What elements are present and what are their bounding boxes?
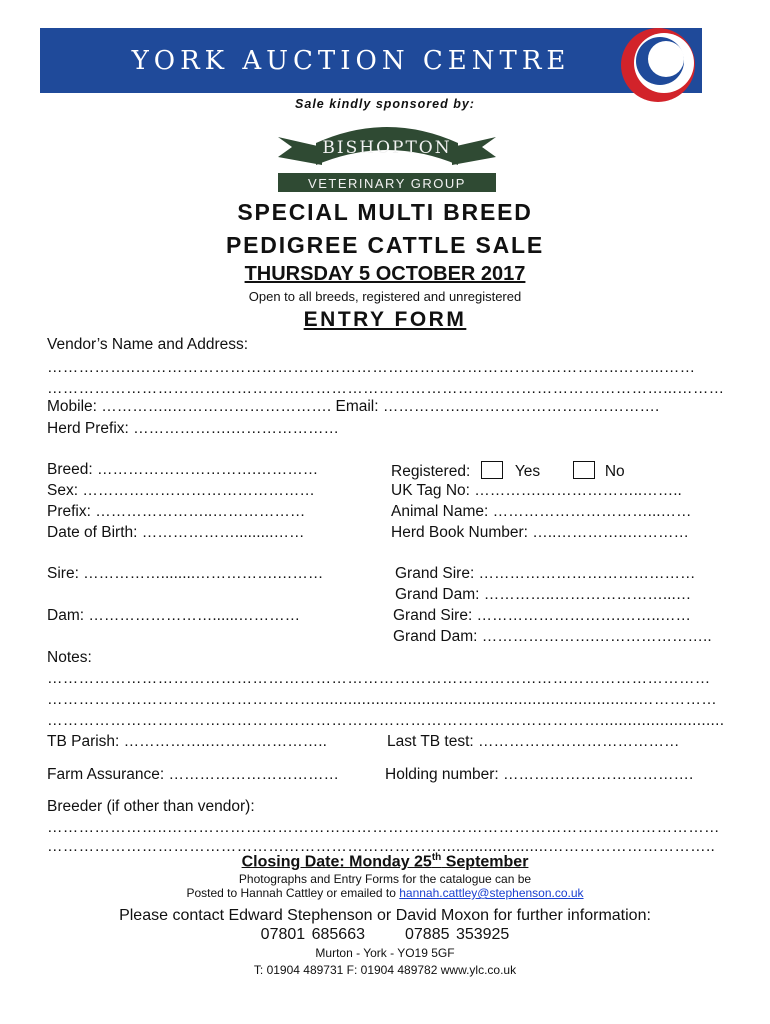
bishopton-vet-logo [276, 117, 498, 193]
registered-yes-label: Yes [514, 463, 541, 480]
entry-form-heading: ENTRY FORM [303, 308, 467, 331]
registered-label: Registered: [391, 463, 471, 480]
sire-field[interactable]: Sire: ……………........…………….……… [47, 565, 324, 582]
phone-1: 07801 685663 [260, 926, 365, 943]
tb-parish-field[interactable]: TB Parish: ……………..………………….. [47, 733, 327, 750]
title-line-1: SPECIAL MULTI BREED [237, 199, 533, 225]
breeder-label: Breeder (if other than vendor): [47, 798, 255, 815]
sponsored-by-text: Sale kindly sponsored by: [295, 97, 475, 111]
breeder-line-2[interactable]: ………………………………………………………………….......................………………………….. [47, 838, 716, 855]
notes-line-1[interactable]: ……………………………………………………………………………………………………………… [47, 670, 711, 687]
prefix-field[interactable]: Prefix: …………………..……………… [47, 503, 306, 520]
title-line-2: PEDIGREE CATTLE SALE [226, 232, 544, 258]
grand-sire-2-field[interactable]: Grand Sire: ……………………….……..…… [393, 607, 691, 624]
breed-field[interactable]: Breed: ………………………….………… [47, 461, 319, 478]
sex-field[interactable]: Sex: ……………………………………… [47, 482, 315, 499]
grand-dam-1-field[interactable]: Grand Dam: …………..…………………...… [395, 586, 692, 603]
subtitle: Open to all breeds, registered and unregistered [248, 289, 522, 304]
herd-book-field[interactable]: Herd Book Number: …..…………..………… [391, 524, 690, 541]
grand-sire-1-field[interactable]: Grand Sire: …………………………………… [395, 565, 696, 582]
registered-row [391, 461, 625, 481]
tel-fax-web: T: 01904 489731 F: 01904 489782 www.ylc.co.uk [253, 963, 517, 977]
holding-number-field[interactable]: Holding number: ………………………………. [385, 766, 694, 783]
vendor-line-1[interactable]: ……………..………………………………………………………………………………..……...…… [47, 359, 696, 376]
mobile-email-field[interactable]: Mobile: …………..…………………………. Email: ……………..………………………………. [47, 398, 660, 415]
farm-assurance-field[interactable]: Farm Assurance: …………………………… [47, 766, 339, 783]
dam-field[interactable]: Dam: ……………………......………… [47, 607, 301, 624]
photos-note: Photographs and Entry Forms for the catalogue can be [238, 872, 532, 886]
registered-no-label: No [604, 463, 625, 480]
header-banner [40, 28, 702, 93]
notes-label: Notes: [47, 649, 92, 666]
dob-field[interactable]: Date of Birth: ……………….........…… [47, 524, 305, 541]
york-logo-swoosh-icon [618, 25, 698, 105]
logo-bottom-text: VETERINARY GROUP [308, 176, 466, 191]
registered-no-checkbox[interactable] [573, 461, 595, 479]
contact-text: Please contact Edward Stephenson or David Moxon for further information: [119, 907, 651, 924]
notes-line-2[interactable]: ……………………………………………......................................................................…………… [47, 691, 718, 708]
vendor-label: Vendor’s Name and Address: [47, 336, 249, 353]
banner-title: YORK AUCTION CENTRE [131, 45, 571, 76]
uk-tag-field[interactable]: UK Tag No: ………….………………..…….. [391, 482, 682, 499]
sale-date: THURSDAY 5 OCTOBER 2017 [244, 263, 526, 285]
breeder-line-1[interactable]: …………………..…………………………………………………………………………………………… [47, 819, 720, 836]
phone-2: 07885 353925 [405, 926, 510, 943]
logo-top-text: BISHOPTON [322, 138, 452, 158]
closing-date: Closing Date: Monday 25th September [241, 852, 529, 871]
registered-yes-checkbox[interactable] [481, 461, 503, 479]
vendor-line-2[interactable]: ………………………………………………………………………………………………………...……… [47, 380, 725, 397]
phone-numbers [0, 926, 770, 944]
last-tb-test-field[interactable]: Last TB test: ………………………………… [387, 733, 680, 750]
notes-line-3[interactable]: ……………………………………………………………………………………………........................... [47, 712, 725, 729]
email-link[interactable]: hannah.cattley@stephenson.co.uk [399, 886, 584, 900]
address: Murton - York - YO19 5GF [315, 946, 455, 960]
herd-prefix-field[interactable]: Herd Prefix: ……………….………………… [47, 420, 339, 437]
grand-dam-2-field[interactable]: Grand Dam: ………………….………………….. [393, 628, 712, 645]
posted-note: Posted to Hannah Cattley or emailed to hannah.cattley@stephenson.co.uk [186, 886, 584, 900]
animal-name-field[interactable]: Animal Name: …………………………...…… [391, 503, 692, 520]
